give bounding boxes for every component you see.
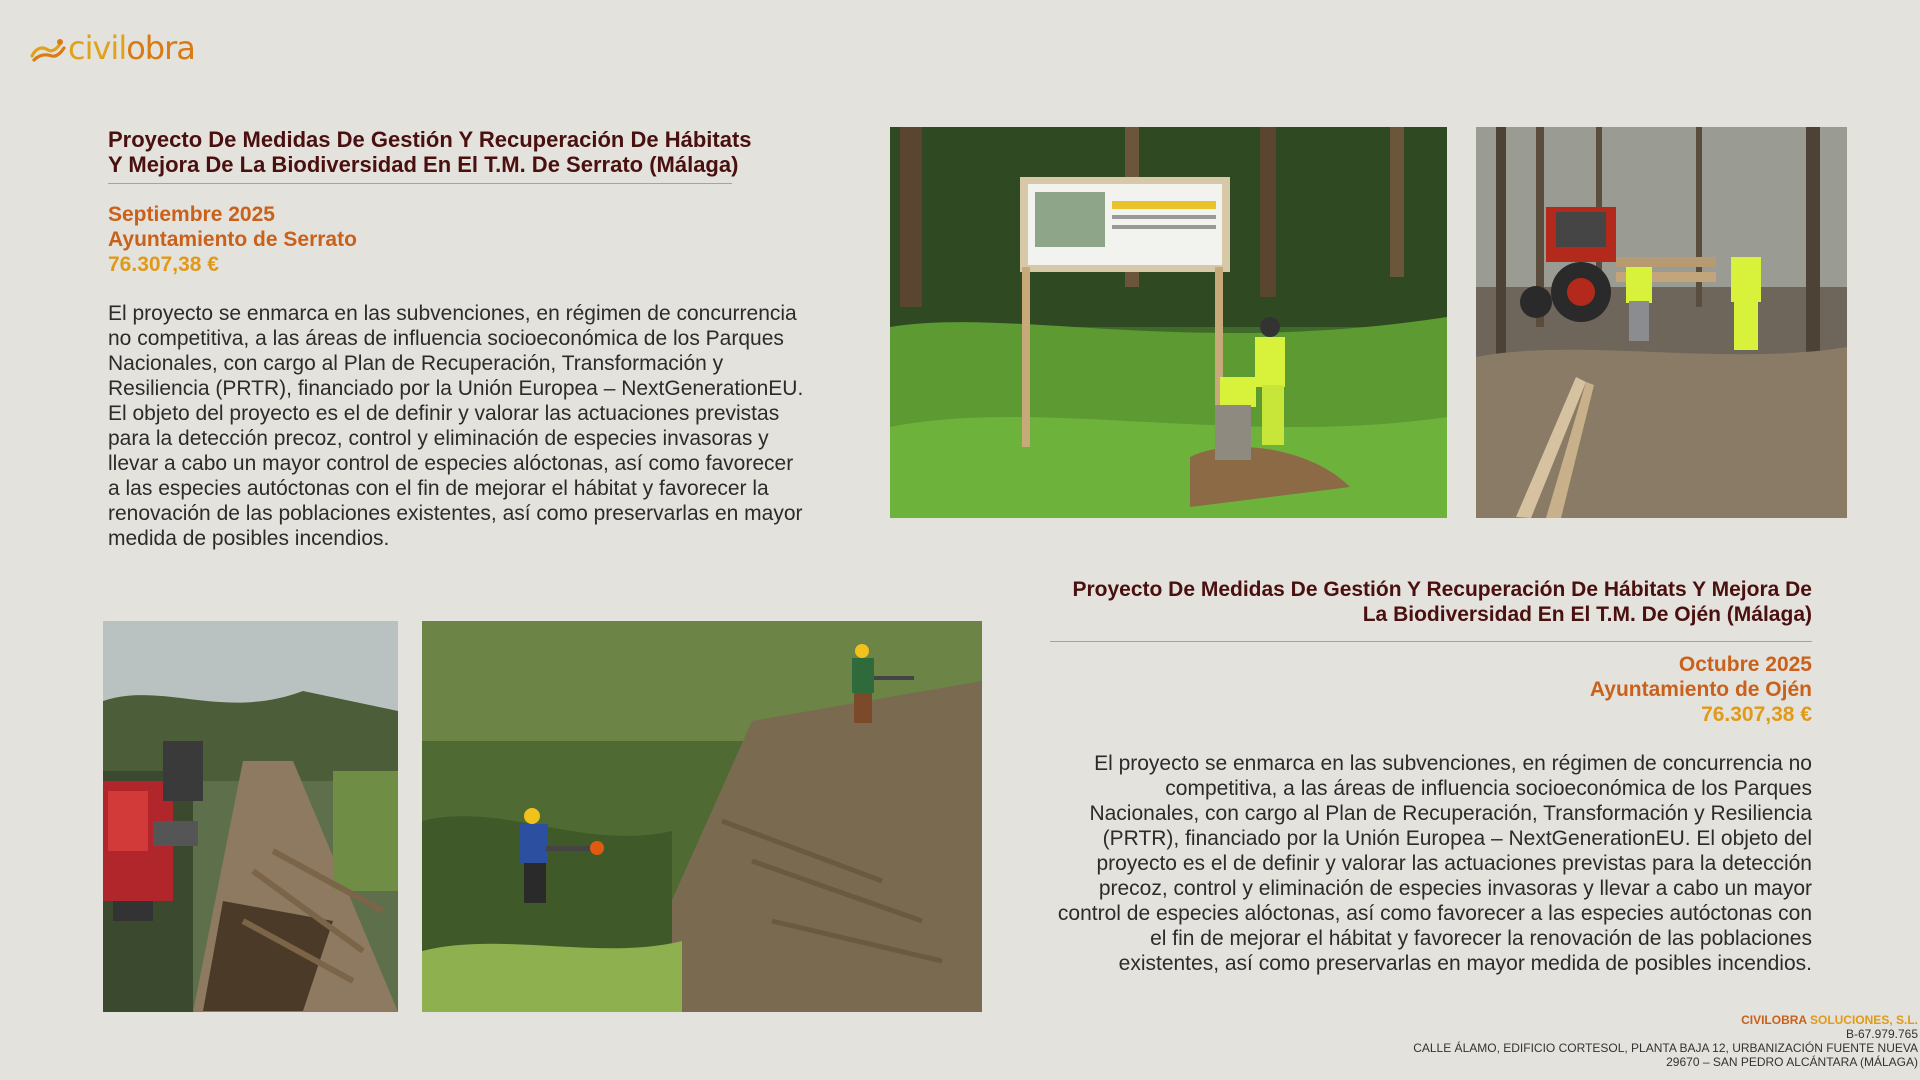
photo-wood-chipper-path — [103, 621, 398, 1012]
photo-tractor-log-removal — [1476, 127, 1847, 518]
photo-info-sign-installation — [890, 127, 1447, 518]
project-meta — [1050, 652, 1812, 727]
project-title: Proyecto De Medidas De Gestión Y Recuperación De Hábitats Y Mejora De La Biodiversidad En El T.M. De Serrato (Málaga) — [108, 127, 752, 177]
project-date: Septiembre 2025 — [108, 203, 275, 226]
project-date: Octubre 2025 — [1678, 653, 1812, 676]
project-title: Proyecto De Medidas De Gestión Y Recuperación De Hábitats Y Mejora De La Biodiversidad En El T.M. De Ojén (Málaga) — [1072, 578, 1812, 626]
company-address-line1: CALLE ÁLAMO, EDIFICIO CORTESOL, PLANTA BAJA 12, URBANIZACIÓN FUENTE NUEVA — [1413, 1041, 1918, 1055]
hands-logo-icon — [30, 34, 66, 62]
project-serrato — [108, 127, 808, 572]
project-amount: 76.307,38 € — [1701, 703, 1812, 726]
project-client: Ayuntamiento de Serrato — [108, 228, 357, 251]
photo-brush-clearing-slope — [422, 621, 982, 1012]
company-address-line2: 29670 – SAN PEDRO ALCÁNTARA (MÁLAGA) — [1666, 1055, 1918, 1069]
project-client: Ayuntamiento de Ojén — [1589, 678, 1812, 701]
company-cif: B-67.979.765 — [1845, 1027, 1918, 1041]
logo-text-obra: obra — [126, 29, 195, 67]
company-footer — [1413, 1013, 1918, 1069]
project-meta — [108, 202, 808, 277]
company-name: CIVILOBRA SOLUCIONES, S.L. — [1741, 1013, 1918, 1027]
project-amount: 76.307,38 € — [108, 253, 219, 276]
title-divider — [1050, 641, 1812, 642]
project-description: El proyecto se enmarca en las subvenciones, en régimen de concurrencia no competitiva, a las áreas de influencia socioeconómica de los Parques Nacionales, con cargo al Plan de Recuperación, Transformación y Resiliencia (PRTR), financiado por la Unión Europea – NextGenerationEU. El objeto del proyecto es el de definir y valorar las actuaciones previstas para la detección precoz, control y eliminación de especies invasoras y llevar a cabo un mayor control de especies alóctonas, así como favorecer a las especies autóctonas con el fin de mejorar el hábitat y favorecer la renovación de las poblaciones existentes, así como preservarlas en mayor medida de posibles incendios. — [108, 302, 804, 550]
title-divider — [108, 183, 732, 184]
project-ojen — [1050, 577, 1812, 997]
brand-logo — [30, 30, 195, 66]
project-description: El proyecto se enmarca en las subvenciones, en régimen de concurrencia no competitiva, a las áreas de influencia socioeconómica de los Parques Nacionales, con cargo al Plan de Recuperación, Transformación y Resiliencia (PRTR), financiado por la Unión Europea – NextGenerationEU. El objeto del proyecto es el de definir y valorar las actuaciones previstas para la detección precoz, control y eliminación de especies invasoras y llevar a cabo un mayor control de especies alóctonas, así como favorecer a las especies autóctonas con el fin de mejorar el hábitat y favorecer la renovación de las poblaciones existentes, así como preservarlas en mayor medida de posibles incendios. — [1057, 752, 1812, 975]
logo-text-civil: civil — [68, 29, 127, 67]
